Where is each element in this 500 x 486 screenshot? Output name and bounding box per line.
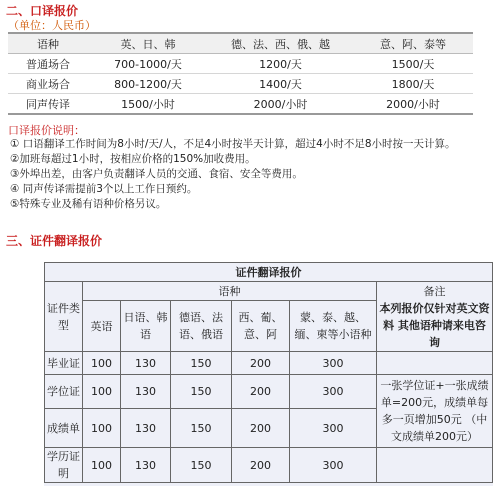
price-cell: 300	[290, 409, 377, 448]
header-cert-type: 证件类型	[45, 282, 83, 352]
lang-header: 西、葡、意、阿	[232, 301, 290, 352]
table-row	[45, 375, 493, 409]
row-label: 同声传译	[8, 94, 88, 115]
notes-list	[10, 137, 490, 212]
note-item: ②加班每超过1小时，按相应价格的150%加收费用。	[10, 153, 256, 165]
price-cell: 100	[83, 448, 121, 483]
note-item: ③外埠出差，由客户负责翻译人员的交通、食宿、安全等费用。	[10, 168, 303, 180]
oral-table-header-row	[8, 33, 473, 54]
row-label: 普通场合	[8, 54, 88, 74]
price-cell: 150	[171, 448, 232, 483]
cert-type: 成绩单	[45, 409, 83, 448]
row-label: 商业场合	[8, 74, 88, 94]
price-cell: 130	[121, 375, 171, 409]
price-cell: 200	[232, 352, 290, 375]
price-cell: 2000/小时	[208, 94, 353, 115]
price-cell: 130	[121, 352, 171, 375]
price-cell: 300	[290, 375, 377, 409]
lang-header: 日语、韩语	[121, 301, 171, 352]
remark-empty	[377, 352, 493, 375]
price-cell: 150	[171, 409, 232, 448]
remark-note: 本列报价仅针对英文资料 其他语种请来电咨询	[379, 301, 490, 349]
price-cell: 1500/天	[353, 54, 473, 74]
price-cell: 700-1000/天	[88, 54, 208, 74]
header-language: 语种	[83, 282, 377, 301]
price-cell: 1800/天	[353, 74, 473, 94]
header-group-1: 英、日、韩	[88, 33, 208, 54]
lang-header: 蒙、泰、越、缅、柬等小语种	[290, 301, 377, 352]
price-cell: 2000/小时	[353, 94, 473, 115]
table-row	[8, 54, 473, 74]
certificate-price-table	[44, 262, 493, 483]
price-cell: 300	[290, 352, 377, 375]
price-cell: 300	[290, 448, 377, 483]
table-row	[45, 448, 493, 483]
lang-header: 德语、法语、俄语	[171, 301, 232, 352]
price-cell: 1500/小时	[88, 94, 208, 115]
oral-price-table	[8, 32, 473, 115]
header-remark	[377, 282, 493, 352]
price-cell: 150	[171, 352, 232, 375]
lang-header: 英语	[83, 301, 121, 352]
price-cell: 200	[232, 375, 290, 409]
remark-empty	[377, 448, 493, 483]
header-language: 语种	[8, 33, 88, 54]
unit-note: （单位：人民币）	[8, 19, 96, 32]
price-cell: 100	[83, 409, 121, 448]
note-item: ④ 同声传译需提前3个以上工作日预约。	[10, 183, 198, 195]
cert-type: 毕业证	[45, 352, 83, 375]
remark-title: 备注	[423, 284, 446, 298]
price-cell: 200	[232, 448, 290, 483]
cert-type: 学历证明	[45, 448, 83, 483]
price-cell: 200	[232, 409, 290, 448]
price-cell: 100	[83, 375, 121, 409]
price-cell: 1400/天	[208, 74, 353, 94]
table-caption: 证件翻译报价	[45, 263, 493, 282]
note-item: ① 口语翻译工作时间为8小时/天/人，不足4小时按半天计算，超过4小时不足8小时按一天计算。	[10, 138, 456, 150]
caption-row	[45, 263, 493, 282]
table-row	[8, 74, 473, 94]
price-cell: 800-1200/天	[88, 74, 208, 94]
table-row	[45, 352, 493, 375]
table-row	[8, 94, 473, 115]
remark-cell: 一张学位证+一张成绩单=200元，成绩单每多一页增加50元 （中文成绩单200元）	[377, 375, 493, 448]
certificate-table-container	[44, 262, 493, 486]
price-cell: 130	[121, 409, 171, 448]
header-group-3: 意、阿、泰等	[353, 33, 473, 54]
header-group-2: 德、法、西、俄、越	[208, 33, 353, 54]
price-cell: 150	[171, 375, 232, 409]
notes-title: 口译报价说明：	[8, 124, 85, 137]
section-title-certificate: 三、证件翻译报价	[6, 234, 103, 248]
header-row	[45, 282, 493, 301]
price-cell: 130	[121, 448, 171, 483]
price-cell: 100	[83, 352, 121, 375]
section-title-oral: 二、口译报价	[6, 4, 79, 18]
note-item: ⑤特殊专业及稀有语种价格另议。	[10, 198, 167, 210]
price-cell: 1200/天	[208, 54, 353, 74]
cert-type: 学位证	[45, 375, 83, 409]
